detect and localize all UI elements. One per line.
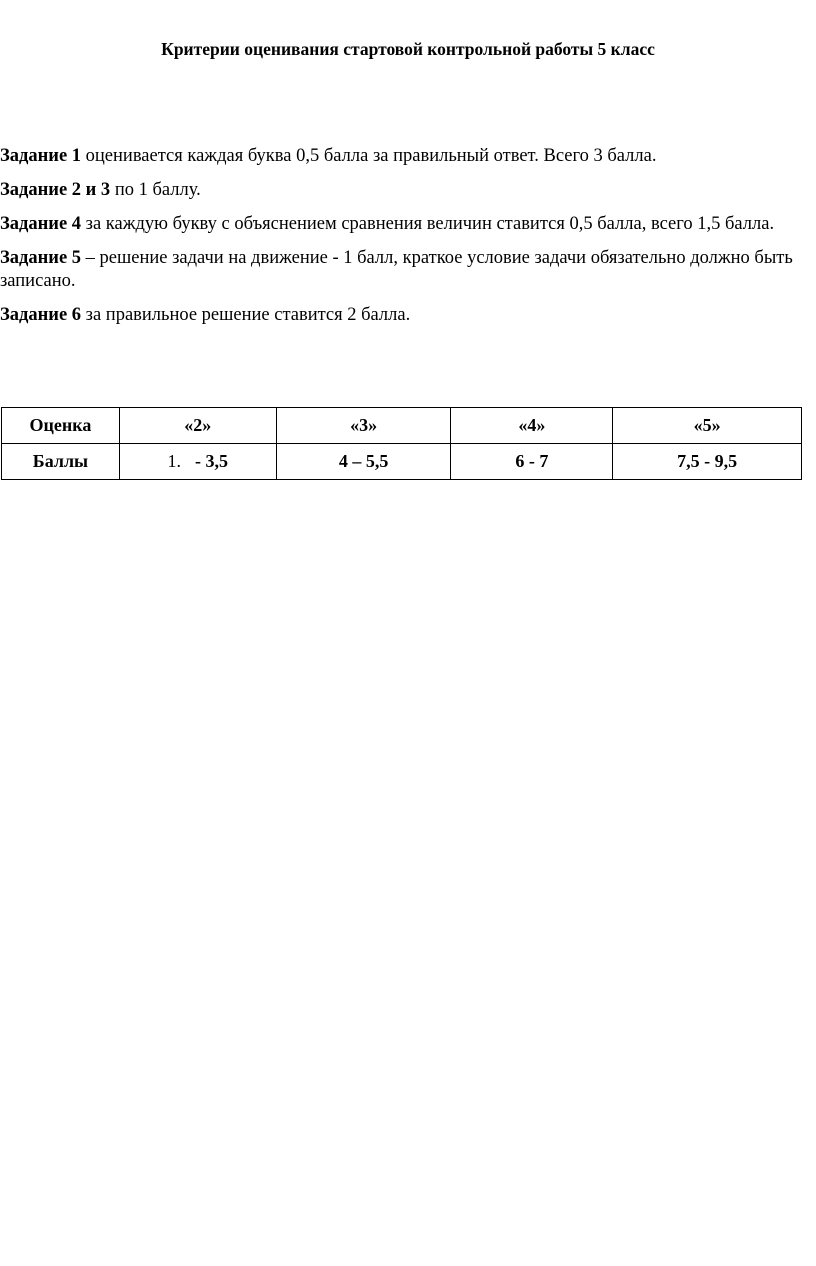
criterion-text: за правильное решение ставится 2 балла. <box>81 305 411 325</box>
criterion-task-5 <box>0 247 800 293</box>
criteria-list <box>0 145 800 338</box>
criterion-label: Задание 6 <box>0 305 82 325</box>
criterion-task-2-3 <box>0 179 800 202</box>
criterion-task-4 <box>0 213 800 236</box>
grade-cell-4: «4» <box>451 408 613 444</box>
points-cell-4: 6 - 7 <box>451 444 613 480</box>
criterion-task-1 <box>0 145 800 168</box>
grades-table <box>1 407 802 480</box>
criterion-task-6 <box>0 304 800 327</box>
table-row-points <box>2 444 802 480</box>
criterion-label: Задание 4 <box>0 214 82 234</box>
row-header-grade: Оценка <box>2 408 120 444</box>
points-value: - 3,5 <box>195 451 229 471</box>
criterion-text: за каждую букву с объяснением сравнения величин ставится 0,5 балла, всего 1,5 балла. <box>81 214 775 234</box>
row-header-points: Баллы <box>2 444 120 480</box>
criterion-text: оценивается каждая буква 0,5 балла за правильный ответ. Всего 3 балла. <box>81 146 657 166</box>
criterion-label: Задание 2 и 3 <box>0 180 111 200</box>
points-cell-2 <box>119 444 276 480</box>
grade-cell-2: «2» <box>119 408 276 444</box>
criterion-text: по 1 баллу. <box>110 180 201 200</box>
points-cell-5: 7,5 - 9,5 <box>613 444 802 480</box>
document-title: Критерии оценивания стартовой контрольной работы 5 класс <box>161 39 655 59</box>
criterion-label: Задание 5 <box>0 248 82 268</box>
grade-cell-3: «3» <box>276 408 451 444</box>
points-cell-3: 4 – 5,5 <box>276 444 451 480</box>
grade-cell-5: «5» <box>613 408 802 444</box>
table-row-grade <box>2 408 802 444</box>
criterion-label: Задание 1 <box>0 146 82 166</box>
criterion-text: – решение задачи на движение - 1 балл, краткое условие задачи обязательно должно быть записано. <box>0 248 793 291</box>
list-number-marker: 1. <box>167 451 182 471</box>
